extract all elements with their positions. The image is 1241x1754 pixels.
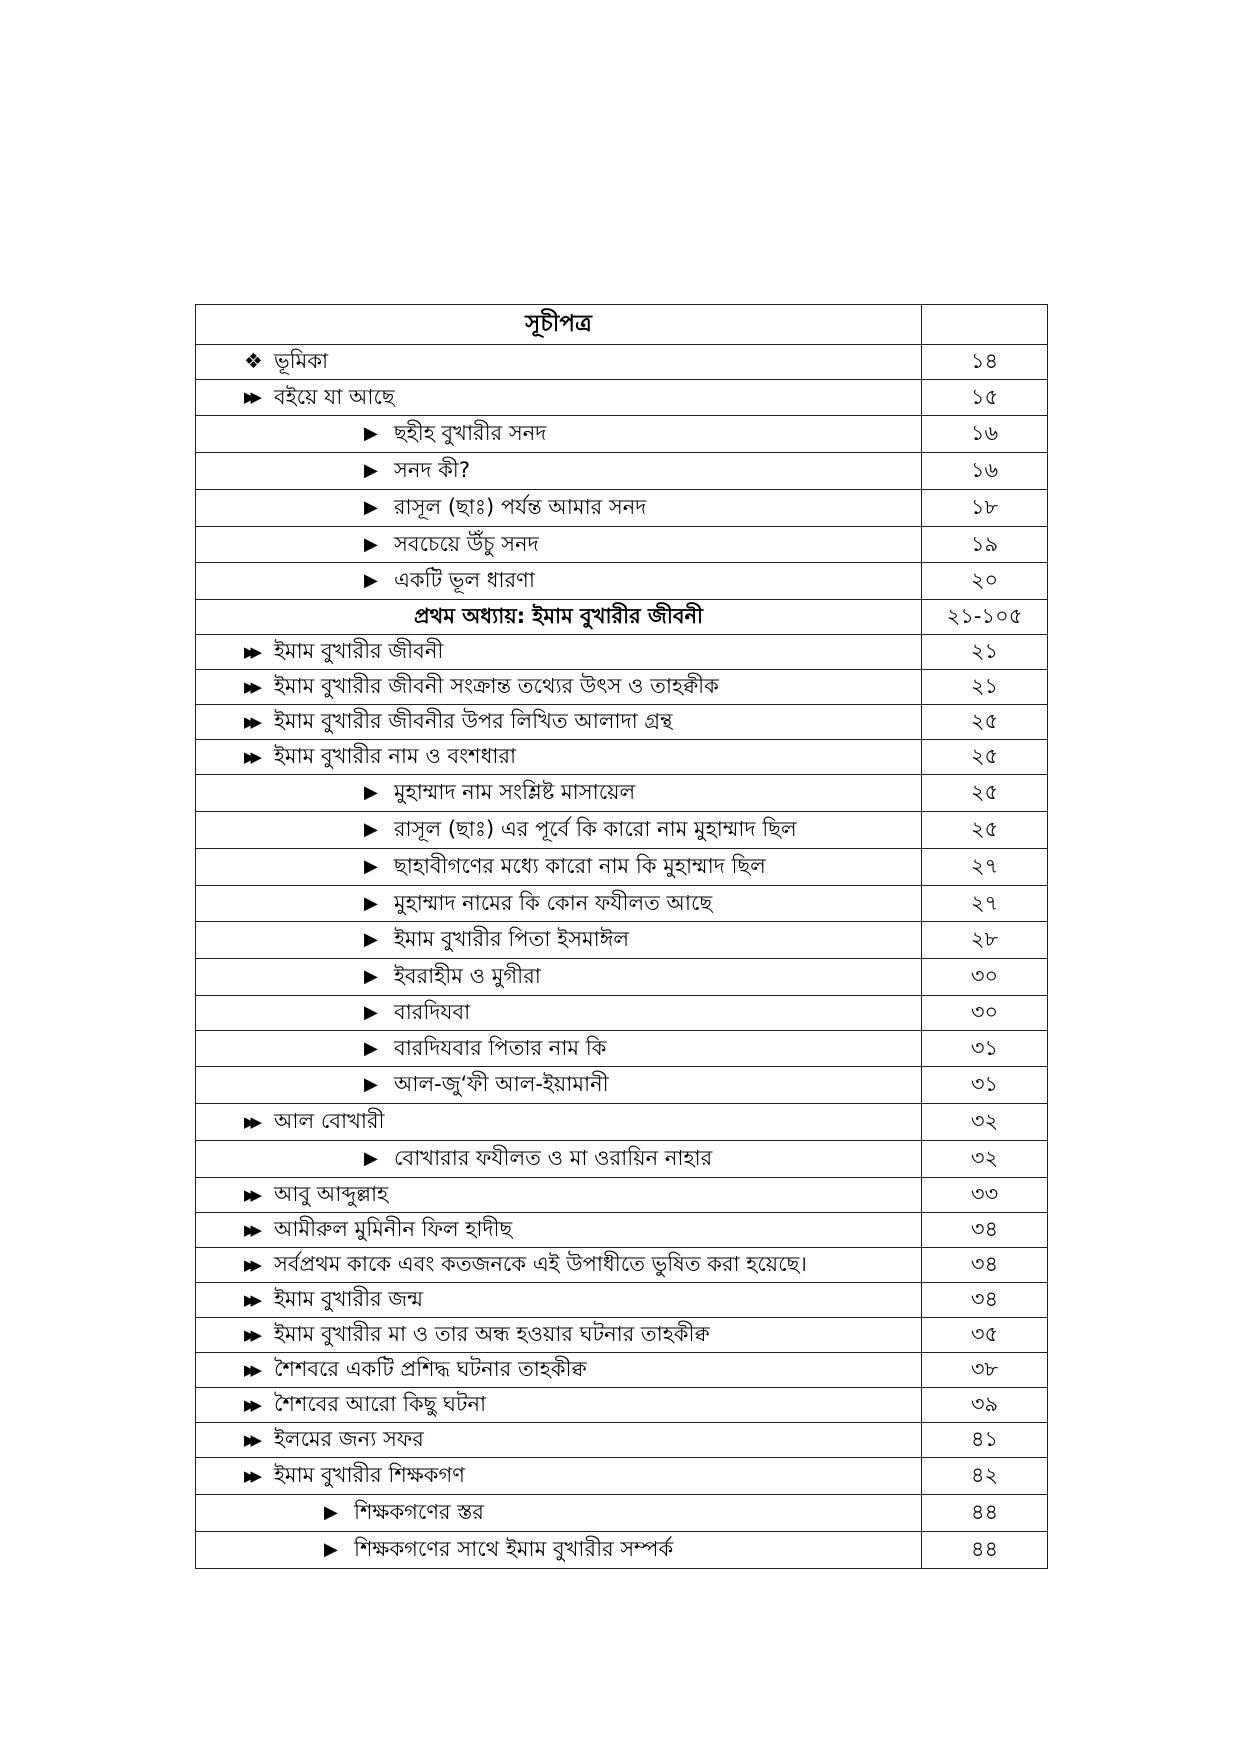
entry-line [196, 965, 921, 988]
entry-label: বারদিযবা [394, 1000, 471, 1025]
page-number: ১৪ [922, 345, 1048, 380]
entry-label: শিক্ষকগণের স্তর [354, 1500, 484, 1525]
page-number: ২০ [922, 563, 1048, 600]
entry-label: রাসূল (ছাঃ) পর্যন্ত আমার সনদ [394, 495, 647, 520]
entry-label: সর্বপ্রথম কাকে এবং কতজনকে এই উপাধীতে ভুষিত করা হয়েছে। [274, 1252, 807, 1277]
entry-line [196, 1037, 921, 1060]
entry-label: শৈশবরে একটি প্রশিদ্ধ ঘটনার তাহকীক্ব [274, 1357, 587, 1382]
page-number: ৩২ [922, 1141, 1048, 1178]
triangle-bullet-icon: ▶ [364, 423, 378, 445]
entry-label: ভূমিকা [274, 349, 329, 374]
entry-label: ছাহাবীগণের মধ্যে কারো নাম কি মুহাম্মাদ ছিল [394, 854, 766, 879]
entry-cell [196, 849, 922, 886]
toc-heading-row [196, 305, 1048, 345]
entry-line [196, 569, 921, 592]
triangle-bullet-icon: ▶ [364, 1148, 378, 1170]
entry-label: বারদিযবার পিতার নাম কি [394, 1035, 607, 1060]
entry-cell [196, 1104, 922, 1141]
page-number: ২১ [922, 670, 1048, 705]
entry-cell [196, 345, 922, 380]
toc-entry-row [196, 416, 1048, 453]
entry-line [196, 533, 921, 556]
toc-entry-row [196, 563, 1048, 600]
entry-cell [196, 922, 922, 959]
page-number: ৩২ [922, 1104, 1048, 1141]
double-triangle-bullet-icon: ▶▶ [244, 1255, 258, 1274]
toc-entry-row [196, 345, 1048, 380]
page-number: ২১-১০৫ [922, 600, 1048, 635]
entry-cell [196, 1353, 922, 1388]
double-triangle-bullet-icon: ▶▶ [244, 712, 258, 731]
entry-cell [196, 886, 922, 922]
page-number: ৩৪ [922, 1213, 1048, 1248]
entry-cell [196, 959, 922, 996]
entry-line [196, 745, 921, 768]
toc-entry-row [196, 1031, 1048, 1067]
entry-cell [196, 1458, 922, 1495]
entry-line [196, 675, 921, 698]
page-number: ২৫ [922, 740, 1048, 775]
double-triangle-bullet-icon: ▶▶ [244, 1185, 258, 1204]
entry-line [196, 640, 921, 663]
page-number: ৩৩ [922, 1178, 1048, 1213]
triangle-bullet-icon: ▶ [364, 533, 378, 555]
page-number: ১৯ [922, 527, 1048, 563]
entry-cell [196, 490, 922, 527]
page-number: ৪১ [922, 1423, 1048, 1458]
toc-body [196, 305, 1048, 1569]
entry-cell [196, 1318, 922, 1353]
page-number: ৪৪ [922, 1495, 1048, 1532]
double-triangle-bullet-icon: ▶▶ [244, 1360, 258, 1379]
triangle-bullet-icon: ▶ [324, 1502, 338, 1524]
entry-line [196, 818, 921, 841]
entry-line [196, 459, 921, 482]
page-number: ৩৮ [922, 1353, 1048, 1388]
toc-entry-row [196, 1318, 1048, 1353]
triangle-bullet-icon: ▶ [364, 819, 378, 841]
entry-cell [196, 1031, 922, 1067]
toc-entry-row [196, 1213, 1048, 1248]
triangle-bullet-icon: ▶ [324, 1539, 338, 1561]
toc-entry-row [196, 849, 1048, 886]
entry-cell [196, 1495, 922, 1532]
toc-entry-row [196, 380, 1048, 416]
toc-entry-row [196, 886, 1048, 922]
four-diamond-bullet-icon: ❖ [244, 349, 263, 374]
entry-line [196, 781, 921, 804]
toc-entry-row [196, 1141, 1048, 1178]
entry-cell [196, 1213, 922, 1248]
double-triangle-bullet-icon: ▶▶ [244, 1220, 258, 1239]
toc-entry-row [196, 635, 1048, 670]
entry-line [196, 1538, 921, 1561]
page-number: ৩০ [922, 996, 1048, 1031]
page-number: ২৮ [922, 922, 1048, 959]
toc-entry-row [196, 959, 1048, 996]
toc-entry-row [196, 1532, 1048, 1569]
double-triangle-bullet-icon: ▶▶ [244, 1395, 258, 1414]
triangle-bullet-icon: ▶ [364, 497, 378, 519]
entry-cell [196, 1178, 922, 1213]
entry-label: মুহাম্মাদ নামের কি কোন ফযীলত আছে [394, 890, 713, 915]
table-of-contents [195, 304, 1048, 1569]
toc-entry-row [196, 1458, 1048, 1495]
entry-label: একটি ভূল ধারণা [394, 568, 535, 593]
toc-entry-row [196, 1388, 1048, 1423]
entry-line [196, 1147, 921, 1170]
entry-cell [196, 563, 922, 600]
page-number: ৩১ [922, 1031, 1048, 1067]
triangle-bullet-icon: ▶ [364, 929, 378, 951]
triangle-bullet-icon: ▶ [364, 1002, 378, 1024]
entry-line [196, 1323, 921, 1346]
entry-line [196, 1253, 921, 1276]
entry-cell [196, 1532, 922, 1569]
triangle-bullet-icon: ▶ [364, 460, 378, 482]
toc-entry-row [196, 705, 1048, 740]
entry-cell [196, 1423, 922, 1458]
double-triangle-bullet-icon: ▶▶ [244, 1325, 258, 1344]
entry-label: সবচেয়ে উঁচু সনদ [394, 531, 539, 556]
triangle-bullet-icon: ▶ [364, 782, 378, 804]
entry-label: আল বোখারী [274, 1109, 385, 1134]
page-number: ২৫ [922, 705, 1048, 740]
double-triangle-bullet-icon: ▶▶ [244, 1430, 258, 1449]
entry-label: শিক্ষকগণের সাথে ইমাম বুখারীর সম্পর্ক [354, 1537, 674, 1562]
entry-line [196, 386, 921, 409]
toc-entry-row [196, 670, 1048, 705]
entry-line [196, 1358, 921, 1381]
entry-cell [196, 635, 922, 670]
entry-label: ইমাম বুখারীর শিক্ষকগণ [274, 1463, 465, 1488]
entry-label: রাসূল (ছাঃ) এর পূর্বে কি কারো নাম মুহাম্মাদ ছিল [394, 817, 797, 842]
entry-line [196, 1001, 921, 1024]
entry-label: ইবরাহীম ও মুগীরা [394, 964, 541, 989]
page-number: ৪২ [922, 1458, 1048, 1495]
page-number: ৩৪ [922, 1283, 1048, 1318]
entry-cell [196, 1141, 922, 1178]
toc-entry-row [196, 453, 1048, 490]
toc-entry-row [196, 527, 1048, 563]
entry-cell [196, 1067, 922, 1104]
entry-cell [196, 1248, 922, 1283]
double-triangle-bullet-icon: ▶▶ [244, 388, 258, 407]
toc-entry-row [196, 1067, 1048, 1104]
toc-entry-row [196, 1353, 1048, 1388]
entry-cell [196, 380, 922, 416]
entry-label: ইমাম বুখারীর জীবনী [274, 639, 444, 664]
entry-cell [196, 705, 922, 740]
double-triangle-bullet-icon: ▶▶ [244, 1112, 258, 1131]
entry-label: আমীরুল মুমিনীন ফিল হাদীছ [274, 1217, 513, 1242]
entry-cell [196, 453, 922, 490]
toc-entry-row [196, 996, 1048, 1031]
page-number: ২৭ [922, 849, 1048, 886]
entry-line [196, 710, 921, 733]
triangle-bullet-icon: ▶ [364, 966, 378, 988]
entry-cell [196, 775, 922, 812]
entry-label: ইমাম বুখারীর মা ও তার অন্ধ হওয়ার ঘটনার তাহকীক্ব [274, 1322, 710, 1347]
double-triangle-bullet-icon: ▶▶ [244, 747, 258, 766]
entry-label: আবু আব্দুল্লাহ [274, 1182, 389, 1207]
toc-entry-row [196, 1178, 1048, 1213]
entry-label: শৈশবের আরো কিছু ঘটনা [274, 1392, 487, 1417]
entry-line [196, 1428, 921, 1451]
entry-label: বোখারার ফযীলত ও মা ওরায়িন নাহার [394, 1146, 713, 1171]
toc-entry-row [196, 1495, 1048, 1532]
entry-cell [196, 812, 922, 849]
double-triangle-bullet-icon: ▶▶ [244, 1466, 258, 1485]
entry-line [196, 1110, 921, 1133]
entry-line [196, 1501, 921, 1524]
entry-label: ইমাম বুখারীর জন্ম [274, 1287, 424, 1312]
entry-label: ছহীহ বুখারীর সনদ [394, 421, 547, 446]
double-triangle-bullet-icon: ▶▶ [244, 1290, 258, 1309]
entry-line [196, 855, 921, 878]
entry-label: ইমাম বুখারীর পিতা ইসমাঈল [394, 927, 630, 952]
toc-heading-page-cell [922, 305, 1048, 345]
entry-label: সনদ কী? [394, 458, 470, 483]
page-number: ৩৯ [922, 1388, 1048, 1423]
triangle-bullet-icon: ▶ [364, 856, 378, 878]
entry-line [196, 1218, 921, 1241]
entry-cell [196, 527, 922, 563]
entry-label: ইমাম বুখারীর জীবনী সংক্রান্ত তথ্যের উৎস ও তাহক্বীক [274, 674, 719, 699]
entry-label: বইয়ে যা আছে [274, 384, 395, 409]
triangle-bullet-icon: ▶ [364, 570, 378, 592]
toc-entry-row [196, 922, 1048, 959]
entry-line [196, 892, 921, 915]
page-number: ৪৪ [922, 1532, 1048, 1569]
entry-line [196, 928, 921, 951]
triangle-bullet-icon: ▶ [364, 1037, 378, 1059]
entry-line [196, 350, 921, 373]
chapter-title: প্রথম অধ্যায়: ইমাম বুখারীর জীবনী [196, 600, 922, 635]
toc-entry-row [196, 1248, 1048, 1283]
toc-entry-row [196, 812, 1048, 849]
page-number: ২৫ [922, 775, 1048, 812]
page-number: ১৮ [922, 490, 1048, 527]
triangle-bullet-icon: ▶ [364, 1074, 378, 1096]
toc-entry-row [196, 490, 1048, 527]
entry-cell [196, 416, 922, 453]
entry-line [196, 1464, 921, 1487]
toc-entry-row [196, 1283, 1048, 1318]
toc-heading: সূচীপত্র [196, 305, 922, 345]
entry-line [196, 1393, 921, 1416]
entry-cell [196, 996, 922, 1031]
page-number: ২৭ [922, 886, 1048, 922]
entry-label: ইলমের জন্য সফর [274, 1427, 424, 1452]
page-number: ১৬ [922, 453, 1048, 490]
double-triangle-bullet-icon: ▶▶ [244, 677, 258, 696]
toc-chapter-row [196, 600, 1048, 635]
entry-line [196, 1073, 921, 1096]
page-number: ৩১ [922, 1067, 1048, 1104]
page-number: ৩৫ [922, 1318, 1048, 1353]
entry-cell [196, 670, 922, 705]
page-number: ৩০ [922, 959, 1048, 996]
page-number: ২৫ [922, 812, 1048, 849]
entry-line [196, 1288, 921, 1311]
toc-entry-row [196, 775, 1048, 812]
triangle-bullet-icon: ▶ [364, 892, 378, 914]
entry-cell [196, 1283, 922, 1318]
entry-label: ইমাম বুখারীর নাম ও বংশধারা [274, 744, 517, 769]
toc-entry-row [196, 1104, 1048, 1141]
entry-label: ইমাম বুখারীর জীবনীর উপর লিখিত আলাদা গ্রন্থ [274, 709, 673, 734]
entry-label: মুহাম্মাদ নাম সংশ্লিষ্ট মাসায়েল [394, 780, 636, 805]
toc-entry-row [196, 740, 1048, 775]
page-number: ১৫ [922, 380, 1048, 416]
page-number: ২১ [922, 635, 1048, 670]
entry-line [196, 422, 921, 445]
entry-label: আল-জু‘ফী আল-ইয়ামানী [394, 1072, 609, 1097]
entry-cell [196, 740, 922, 775]
page-number: ১৬ [922, 416, 1048, 453]
entry-line [196, 496, 921, 519]
toc-entry-row [196, 1423, 1048, 1458]
page-number: ৩৪ [922, 1248, 1048, 1283]
double-triangle-bullet-icon: ▶▶ [244, 642, 258, 661]
entry-line [196, 1183, 921, 1206]
entry-cell [196, 1388, 922, 1423]
